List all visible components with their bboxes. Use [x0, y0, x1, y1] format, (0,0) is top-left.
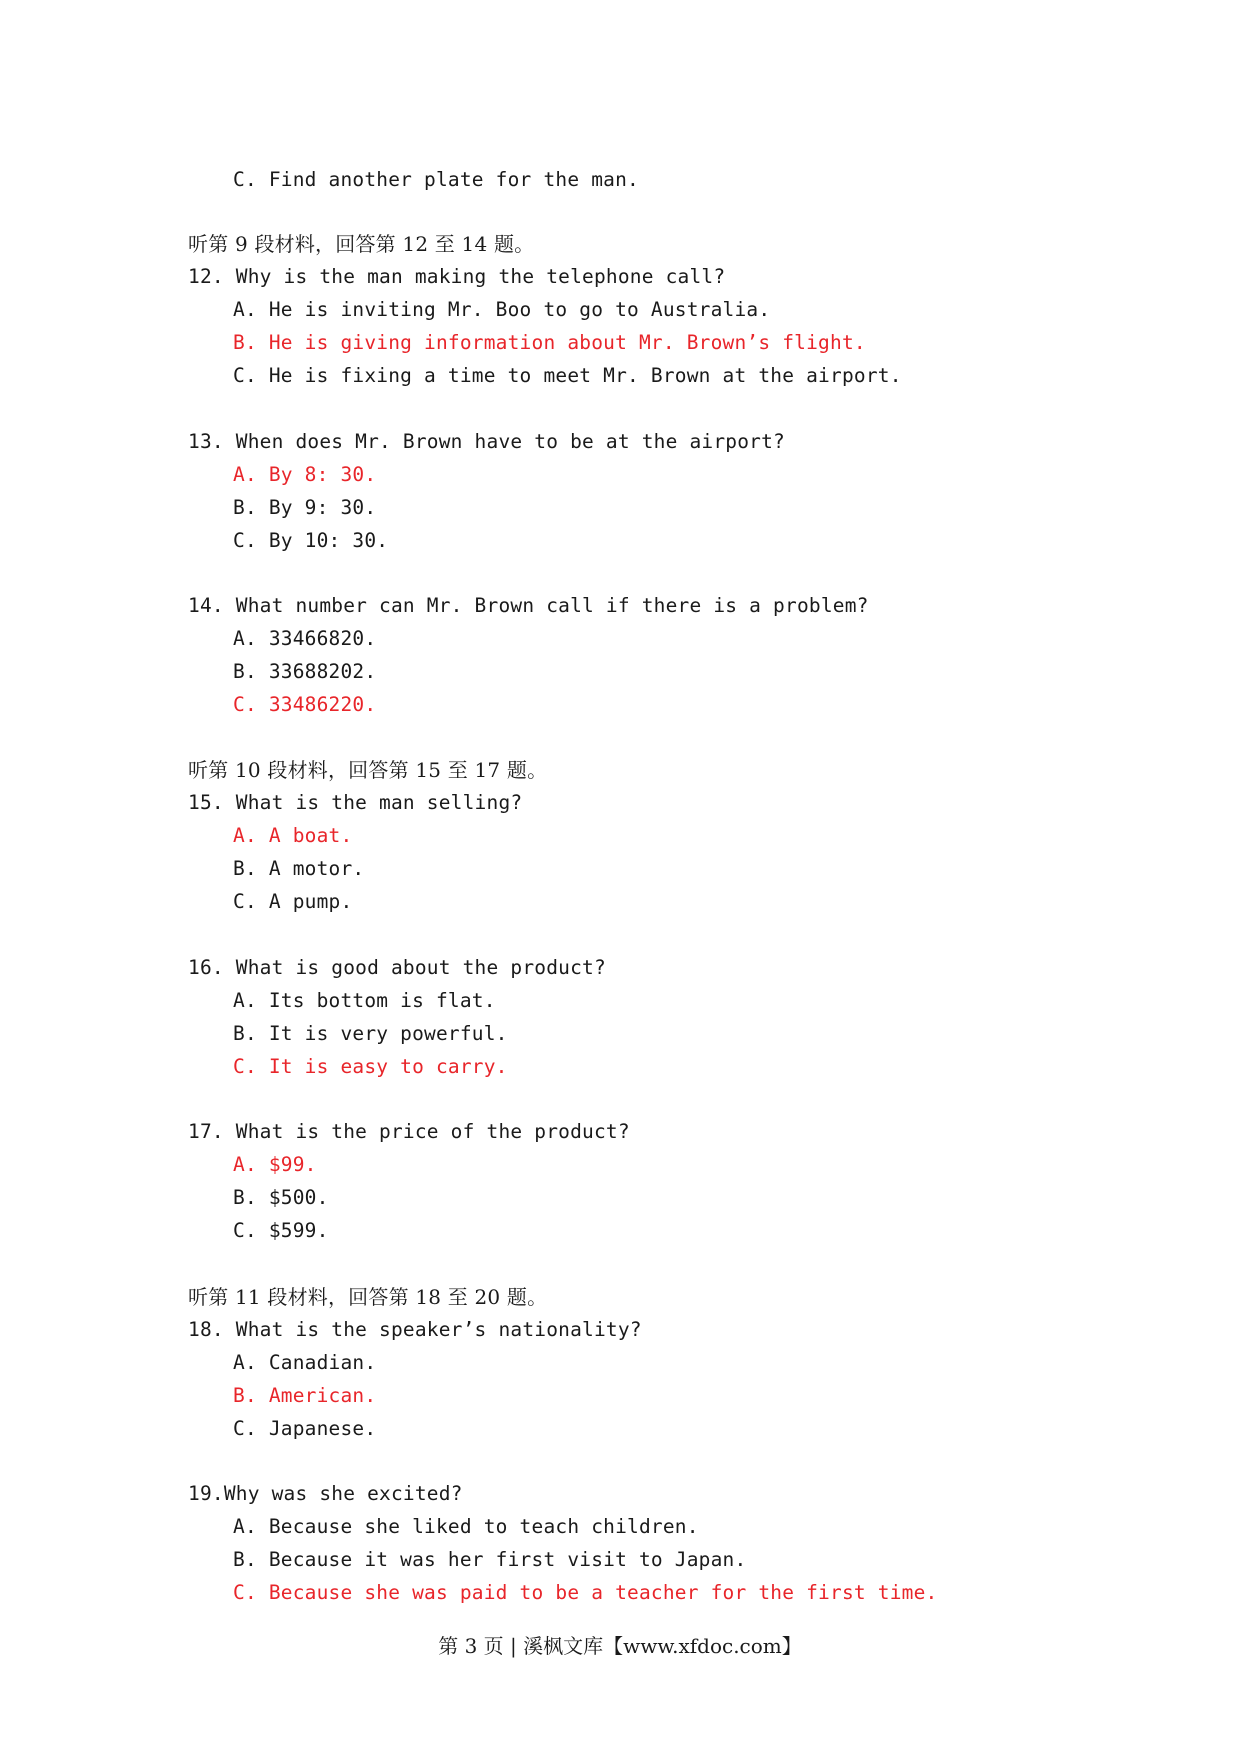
section-header: 听第 11 段材料，回答第 18 至 20 题。	[188, 1285, 548, 1309]
question-15: 15. What is the man selling?	[188, 791, 523, 814]
page-footer: 第 3 页 | 溪枫文库【www.xfdoc.com】	[438, 1634, 802, 1658]
question-16: 16. What is good about the product?	[188, 956, 606, 979]
option-14b: B. 33688202.	[233, 660, 377, 683]
option-18c: C. Japanese.	[233, 1417, 377, 1440]
question-18: 18. What is the speaker’s nationality?	[188, 1318, 642, 1341]
option-14a: A. 33466820.	[233, 627, 377, 650]
option-19b: B. Because it was her first visit to Japan.	[233, 1548, 747, 1571]
option-16b: B. It is very powerful.	[233, 1022, 508, 1045]
question-17: 17. What is the price of the product?	[188, 1120, 630, 1143]
option-line: C. Find another plate for the man.	[233, 168, 639, 191]
answer-option-17a: A. $99.	[233, 1153, 317, 1176]
section-header: 听第 10 段材料，回答第 15 至 17 题。	[188, 758, 548, 782]
question-13: 13. When does Mr. Brown have to be at the airport?	[188, 430, 785, 453]
answer-option-15a: A. A boat.	[233, 824, 353, 847]
question-12: 12. Why is the man making the telephone call?	[188, 265, 726, 288]
option-17b: B. $500.	[233, 1186, 329, 1209]
option-15b: B. A motor.	[233, 857, 365, 880]
option-12a: A. He is inviting Mr. Boo to go to Australia.	[233, 298, 771, 321]
option-13c: C. By 10: 30.	[233, 529, 389, 552]
section-header: 听第 9 段材料，回答第 12 至 14 题。	[188, 232, 535, 256]
option-18a: A. Canadian.	[233, 1351, 377, 1374]
question-14: 14. What number can Mr. Brown call if there is a problem?	[188, 594, 869, 617]
answer-option-16c: C. It is easy to carry.	[233, 1055, 508, 1078]
answer-option-14c: C. 33486220.	[233, 693, 377, 716]
answer-option-18b: B. American.	[233, 1384, 377, 1407]
option-17c: C. $599.	[233, 1219, 329, 1242]
option-16a: A. Its bottom is flat.	[233, 989, 496, 1012]
option-13b: B. By 9: 30.	[233, 496, 377, 519]
answer-option-12b: B. He is giving information about Mr. Brown’s flight.	[233, 331, 866, 354]
answer-option-19c: C. Because she was paid to be a teacher for the first time.	[233, 1581, 938, 1604]
option-19a: A. Because she liked to teach children.	[233, 1515, 699, 1538]
option-12c: C. He is fixing a time to meet Mr. Brown at the airport.	[233, 364, 902, 387]
option-15c: C. A pump.	[233, 890, 353, 913]
answer-option-13a: A. By 8: 30.	[233, 463, 377, 486]
question-19: 19.Why was she excited?	[188, 1482, 463, 1505]
